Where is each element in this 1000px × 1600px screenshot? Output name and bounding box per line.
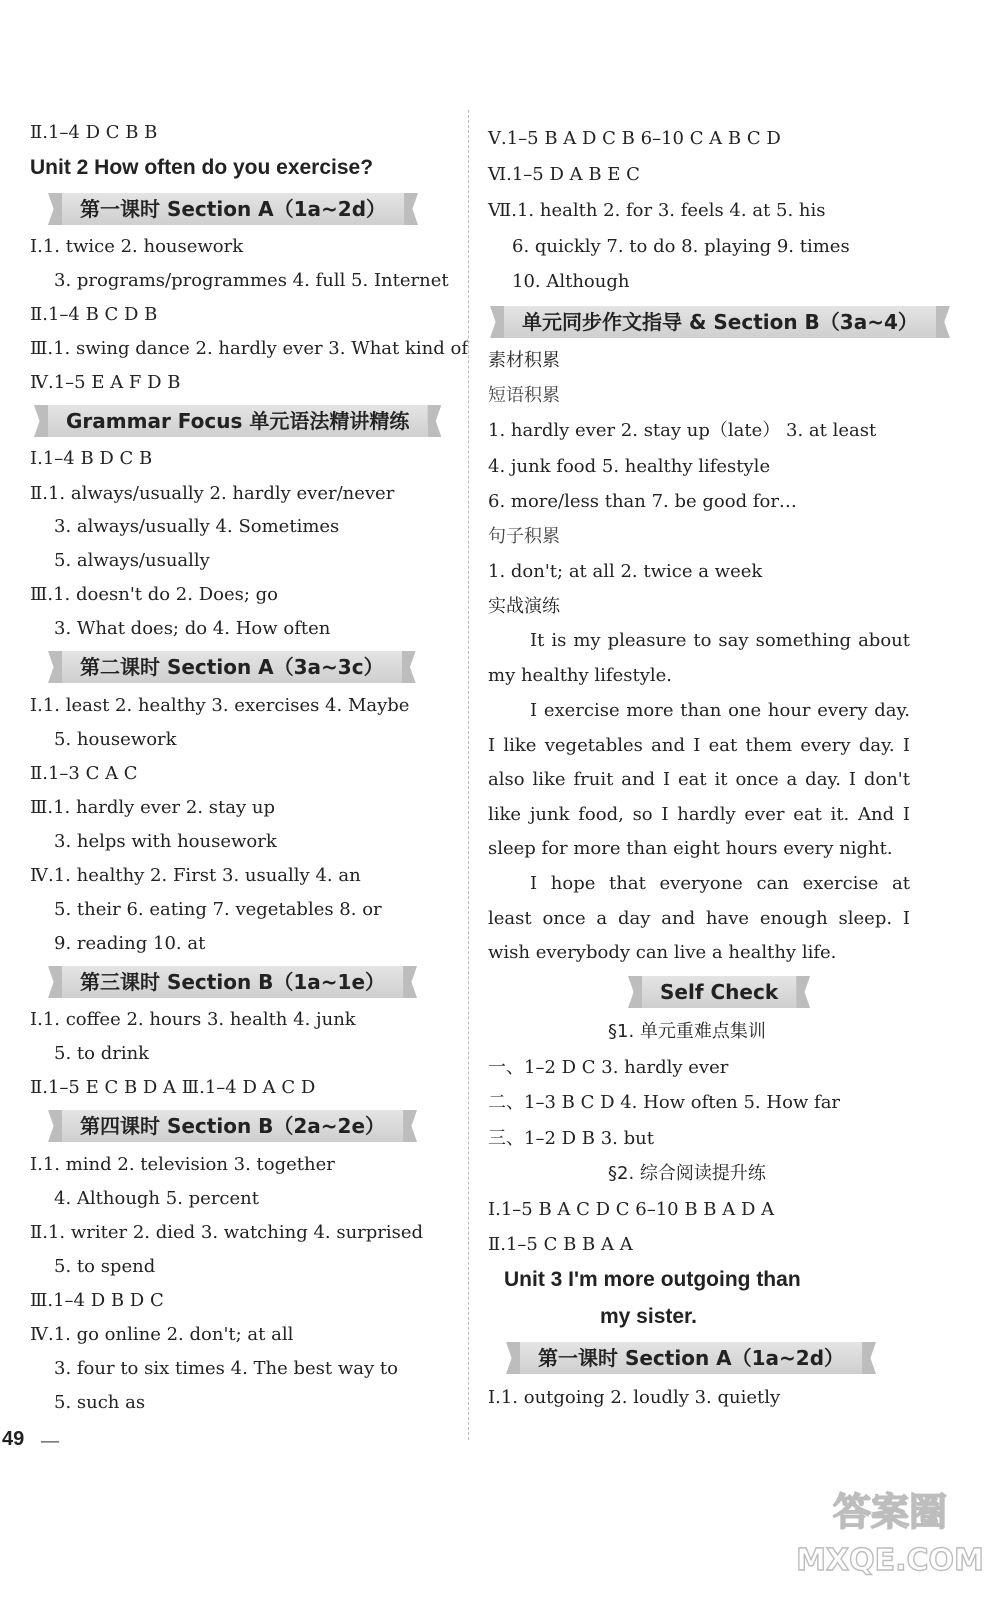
answer-line: 10. Although xyxy=(512,271,630,292)
answer-line: Ⅱ.1–3 C A C xyxy=(30,763,138,784)
answer-line: Ⅴ.1–5 B A D C B 6–10 C A B C D xyxy=(488,128,781,149)
answer-line: Ⅲ.1. swing dance 2. hardly ever 3. What kind of xyxy=(30,338,468,359)
unit-3-title: Unit 3 I'm more outgoing than xyxy=(504,1268,801,1291)
answer-line: 三、1–2 D B 3. but xyxy=(488,1128,654,1149)
subsection-title: §1. 单元重难点集训 xyxy=(608,1021,766,1042)
answer-line: Ⅲ.1–4 D B D C xyxy=(30,1290,164,1311)
answer-line: Ⅱ.1. always/usually 2. hardly ever/never xyxy=(30,483,395,504)
answer-line: Ⅱ.1. writer 2. died 3. watching 4. surprised xyxy=(30,1222,424,1243)
answer-line: 3. helps with housework xyxy=(54,831,277,852)
lesson-banner-2: 第二课时 Section A（3a~3c） xyxy=(62,651,402,683)
lesson-banner-3: 第三课时 Section B（1a~1e） xyxy=(62,966,403,998)
answer-line: Ⅰ.1–5 B A C D C 6–10 B B A D A xyxy=(488,1199,775,1220)
answer-line: Ⅳ.1–5 E A F D B xyxy=(30,372,181,393)
answer-line: Ⅱ.1–4 B C D B xyxy=(30,304,158,325)
lesson-banner-4: 第四课时 Section B（2a~2e） xyxy=(62,1110,403,1142)
answer-line: Ⅳ.1. healthy 2. First 3. usually 4. an xyxy=(30,865,361,886)
answer-line: 5. to drink xyxy=(54,1043,150,1064)
self-check-banner: Self Check xyxy=(642,976,796,1008)
section-subheading: 短语积累 xyxy=(488,385,560,406)
answer-line: 4. junk food 5. healthy lifestyle xyxy=(488,456,771,477)
page-number: 49 xyxy=(2,1428,25,1450)
answer-line: 3. What does; do 4. How often xyxy=(54,618,331,639)
answer-line: 4. Although 5. percent xyxy=(54,1188,259,1209)
answer-line: 5. their 6. eating 7. vegetables 8. or xyxy=(54,899,382,920)
section-subheading: 句子积累 xyxy=(488,526,560,547)
watermark-logo xyxy=(796,1480,984,1580)
answer-line: Ⅶ.1. health 2. for 3. feels 4. at 5. his xyxy=(488,200,826,221)
answer-line: Ⅱ.1–4 D C B B xyxy=(30,122,158,143)
answer-line: Ⅲ.1. hardly ever 2. stay up xyxy=(30,797,275,818)
watermark-text-cn: 答案圈 xyxy=(832,1490,948,1534)
answer-line: 9. reading 10. at xyxy=(54,933,206,954)
watermark-text-url: MXQE.COM xyxy=(796,1543,984,1578)
answer-line: Ⅰ.1. twice 2. housework xyxy=(30,236,244,257)
answer-line: 5. to spend xyxy=(54,1256,156,1277)
writing-guide-banner: 单元同步作文指导 & Section B（3a~4） xyxy=(504,306,936,338)
answer-line: Ⅵ.1–5 D A B E C xyxy=(488,164,640,185)
answer-line: 6. more/less than 7. be good for… xyxy=(488,491,797,512)
answer-line: 1. don't; at all 2. twice a week xyxy=(488,561,763,582)
answer-line: 3. always/usually 4. Sometimes xyxy=(54,516,340,537)
section-heading: 素材积累 xyxy=(488,350,560,371)
answer-line: 3. programs/programmes 4. full 5. Internet xyxy=(54,270,449,291)
grammar-focus-banner: Grammar Focus 单元语法精讲精练 xyxy=(48,405,427,437)
answer-line: Ⅰ.1. outgoing 2. loudly 3. quietly xyxy=(488,1387,781,1408)
page-number-dash: — xyxy=(40,1428,60,1452)
section-heading: 实战演练 xyxy=(488,596,560,617)
answer-line: Ⅰ.1. mind 2. television 3. together xyxy=(30,1154,335,1175)
answer-line: Ⅱ.1–5 E C B D A Ⅲ.1–4 D A C D xyxy=(30,1077,316,1098)
essay-paragraph: I hope that everyone can exercise at least once a day and have enough sleep. I wish everybody can live a healthy life. xyxy=(488,873,910,963)
answer-line: Ⅲ.1. doesn't do 2. Does; go xyxy=(30,584,279,605)
answer-line: Ⅰ.1. coffee 2. hours 3. health 4. junk xyxy=(30,1009,356,1030)
answer-line: 一、1–2 D C 3. hardly ever xyxy=(488,1057,729,1078)
answer-line: Ⅰ.1. least 2. healthy 3. exercises 4. Maybe xyxy=(30,695,410,716)
answer-line: 二、1–3 B C D 4. How often 5. How far xyxy=(488,1092,841,1113)
answer-line: 6. quickly 7. to do 8. playing 9. times xyxy=(512,236,850,257)
answer-line: 5. housework xyxy=(54,729,177,750)
answer-line: 1. hardly ever 2. stay up（late） 3. at least xyxy=(488,420,877,441)
essay-paragraph: I exercise more than one hour every day. I like vegetables and I eat them every day. I also like fruit and I eat it once a day. I don't like junk food, so I hardly ever eat it. And I sleep for more than eight hours every night. xyxy=(488,700,910,859)
unit-3-lesson-banner: 第一课时 Section A（1a~2d） xyxy=(520,1342,862,1374)
answer-line: 5. such as xyxy=(54,1392,146,1413)
answer-line: Ⅳ.1. go online 2. don't; at all xyxy=(30,1324,294,1345)
unit-3-title-cont: my sister. xyxy=(600,1305,697,1328)
unit-2-title: Unit 2 How often do you exercise? xyxy=(30,156,374,179)
answer-line: 5. always/usually xyxy=(54,550,210,571)
answer-line: Ⅰ.1–4 B D C B xyxy=(30,448,153,469)
answer-line: Ⅱ.1–5 C B B A A xyxy=(488,1234,633,1255)
lesson-banner-1: 第一课时 Section A（1a~2d） xyxy=(62,193,404,225)
subsection-title: §2. 综合阅读提升练 xyxy=(608,1163,766,1184)
essay-paragraph: It is my pleasure to say something about my healthy lifestyle. xyxy=(488,630,910,686)
answer-line: 3. four to six times 4. The best way to xyxy=(54,1358,398,1379)
column-divider xyxy=(468,110,469,1440)
